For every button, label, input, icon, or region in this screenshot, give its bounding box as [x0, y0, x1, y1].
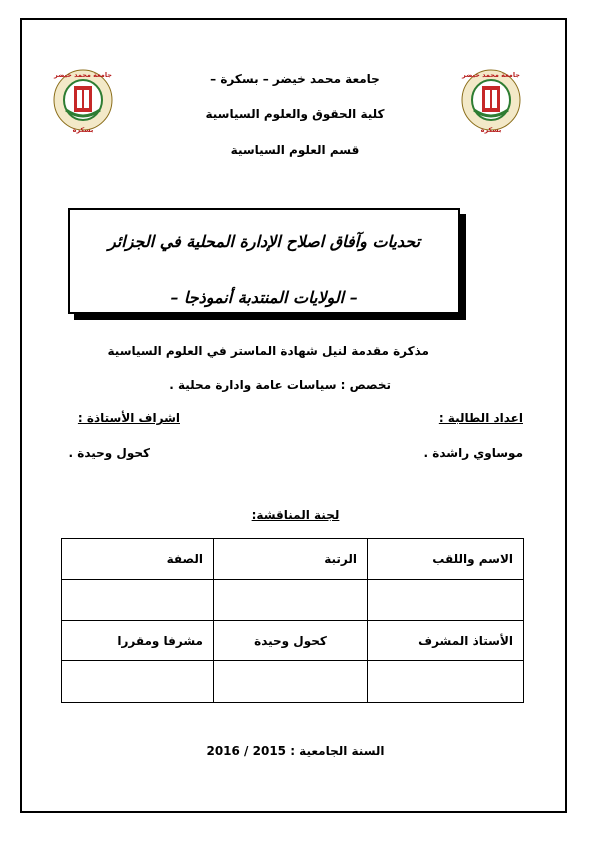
- supervisor-label: اشراف الأستاذة :: [77, 411, 180, 425]
- university-logo-left: [52, 68, 114, 136]
- specialty: تخصص : سياسات عامة وادارة محلية .: [169, 378, 391, 392]
- university-logo-right: [460, 68, 522, 136]
- table-row: [62, 661, 524, 703]
- logo-bottom-text: بسكرة: [72, 126, 94, 134]
- committee-title: لجنة المناقشة:: [251, 508, 340, 522]
- header-rank: الرتبة: [214, 539, 368, 580]
- logo-bottom-text: بسكرة: [480, 126, 502, 134]
- student-name: موساوي راشدة .: [423, 446, 523, 460]
- table-cell: [62, 661, 214, 703]
- department-name: قسم العلوم السياسية: [230, 143, 360, 157]
- header-name: الاسم واللقب: [368, 539, 524, 580]
- faculty-name: كلية الحقوق والعلوم السياسية: [205, 107, 385, 121]
- table-row: [62, 580, 524, 621]
- header-role: الصفة: [62, 539, 214, 580]
- table-cell: مشرفا ومقررا: [62, 621, 214, 661]
- table-cell: [214, 580, 368, 621]
- logo-top-text: جامعة محمد خيضر: [54, 71, 112, 79]
- committee-table: [61, 538, 524, 703]
- student-label: اعداد الطالبة :: [438, 411, 523, 425]
- title-box: [68, 208, 460, 314]
- table-cell: الأستاذ المشرف: [368, 621, 524, 661]
- table-row: [62, 621, 524, 661]
- table-cell: كحول وحيدة: [214, 621, 368, 661]
- logo-top-text: جامعة محمد خيضر: [462, 71, 520, 79]
- table-cell: [62, 580, 214, 621]
- supervisor-name: كحول وحيدة .: [68, 446, 150, 460]
- university-name: جامعة محمد خيضر – بسكرة –: [210, 72, 380, 86]
- table-cell: [368, 580, 524, 621]
- academic-year: السنة الجامعية : 2015 / 2016: [206, 744, 385, 758]
- thesis-title: تحديات وآفاق اصلاح الإدارة المحلية في الجزائر: [107, 232, 421, 251]
- memo-statement: مذكرة مقدمة لنيل شهادة الماستر في العلوم السياسية: [107, 344, 429, 358]
- thesis-subtitle: – الولايات المنتدبة أنموذجا –: [170, 288, 358, 307]
- table-cell: [368, 661, 524, 703]
- table-header-row: [62, 539, 524, 580]
- table-cell: [214, 661, 368, 703]
